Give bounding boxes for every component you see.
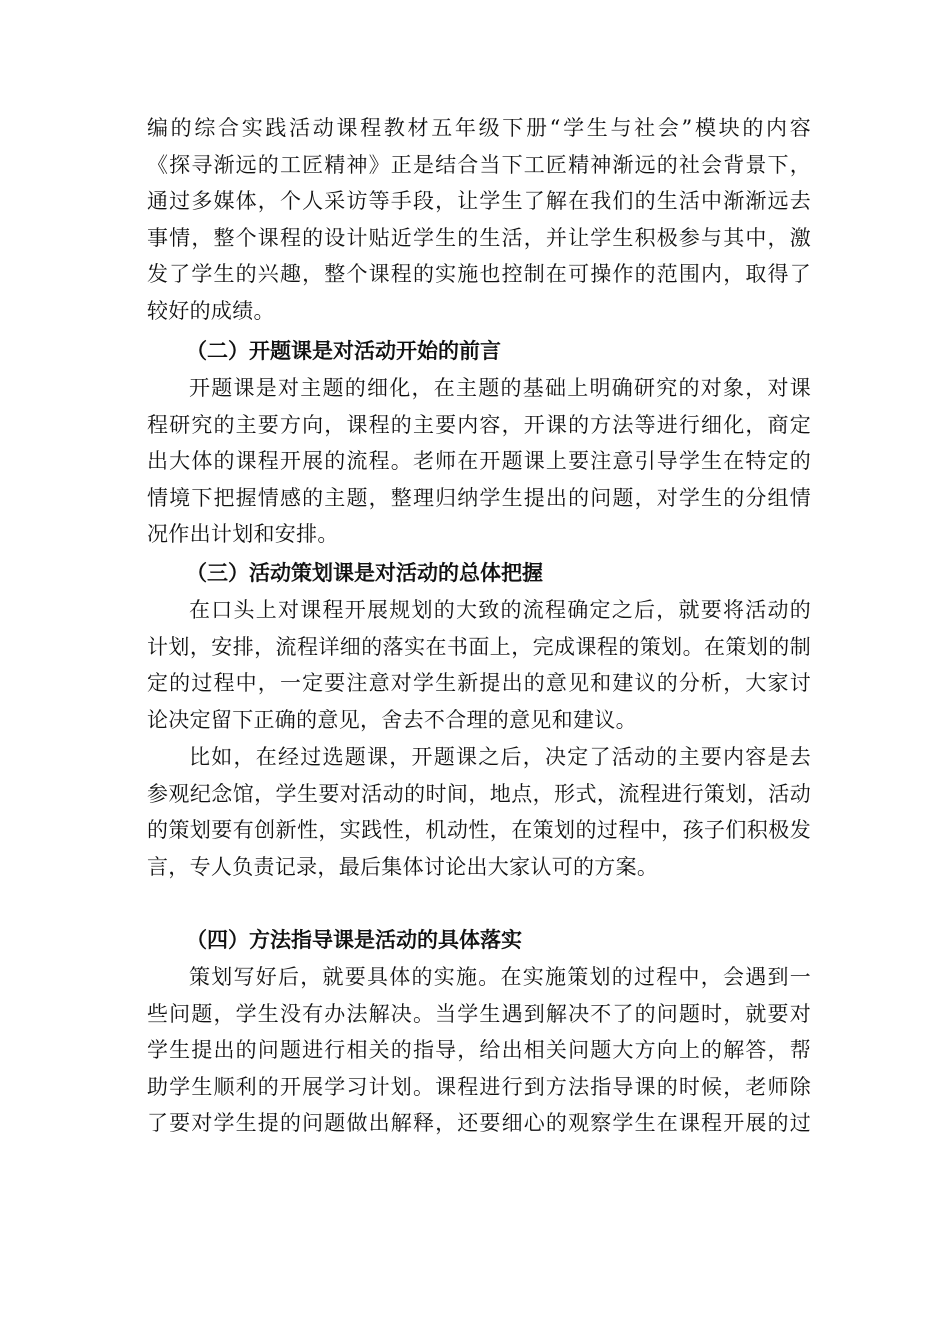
- section-2-heading: （二）开题课是对活动开始的前言: [186, 339, 501, 363]
- text-line: 《探寻渐远的工匠精神》正是结合当下工匠精神渐远的社会背景下，: [147, 152, 811, 177]
- text-line: 况作出计划和安排。: [147, 522, 339, 547]
- text-line: 程研究的主要方向，课程的主要内容，开课的方法等进行细化，商定: [147, 412, 811, 437]
- section-4-heading: （四）方法指导课是活动的具体落实: [186, 928, 522, 952]
- text-line: 较好的成绩。: [147, 298, 275, 323]
- section-2-paragraph: [147, 370, 811, 553]
- text-line: 开题课是对主题的细化，在主题的基础上明确研究的对象，对课: [189, 376, 811, 400]
- text-line: 出大体的课程开展的流程。老师在开题课上要注意引导学生在特定的: [147, 449, 811, 474]
- section-3-paragraph-1: [147, 592, 811, 738]
- text-line: 定的过程中，一定要注意对学生新提出的意见和建议的分析，大家讨: [147, 671, 811, 696]
- text-line: 编的综合实践活动课程教材五年级下册“学生与社会”模块的内容: [147, 116, 811, 140]
- section-3-heading: （三）活动策划课是对活动的总体把握: [186, 561, 543, 585]
- text-line: 通过多媒体，个人采访等手段，让学生了解在我们的生活中渐渐远去: [147, 189, 811, 214]
- text-line: 事情，整个课程的设计贴近学生的生活，并让学生积极参与其中，激: [147, 225, 811, 250]
- text-line: 计划，安排，流程详细的落实在书面上，完成课程的策划。在策划的制: [147, 634, 811, 659]
- section-3-paragraph-2: [147, 739, 811, 885]
- text-line: 助学生顺利的开展学习计划。课程进行到方法指导课的时候，老师除: [147, 1074, 811, 1099]
- text-line: 发了学生的兴趣，整个课程的实施也控制在可操作的范围内，取得了: [147, 262, 811, 287]
- text-line: 在口头上对课程开展规划的大致的流程确定之后，就要将活动的: [189, 598, 811, 622]
- text-line: 的策划要有创新性，实践性，机动性，在策划的过程中，孩子们积极发: [147, 818, 811, 843]
- text-line: 策划写好后，就要具体的实施。在实施策划的过程中，会遇到一: [189, 965, 811, 989]
- text-line: 比如，在经过选题课，开题课之后，决定了活动的主要内容是去: [189, 745, 811, 769]
- text-line: 情境下把握情感的主题，整理归纳学生提出的问题，对学生的分组情: [147, 485, 811, 510]
- text-line: 些问题，学生没有办法解决。当学生遇到解决不了的问题时，就要对: [147, 1001, 811, 1026]
- text-line: 了要对学生提的问题做出解释，还要细心的观察学生在课程开展的过: [147, 1111, 811, 1136]
- text-line: 参观纪念馆，学生要对活动的时间，地点，形式，流程进行策划，活动: [147, 781, 811, 806]
- text-line: 学生提出的问题进行相关的指导，给出相关问题大方向上的解答，帮: [147, 1038, 811, 1063]
- text-line: 论决定留下正确的意见，舍去不合理的意见和建议。: [147, 707, 637, 732]
- text-line: 言，专人负责记录，最后集体讨论出大家认可的方案。: [147, 854, 659, 879]
- section-4-paragraph: [147, 959, 811, 1142]
- intro-paragraph: [147, 110, 811, 330]
